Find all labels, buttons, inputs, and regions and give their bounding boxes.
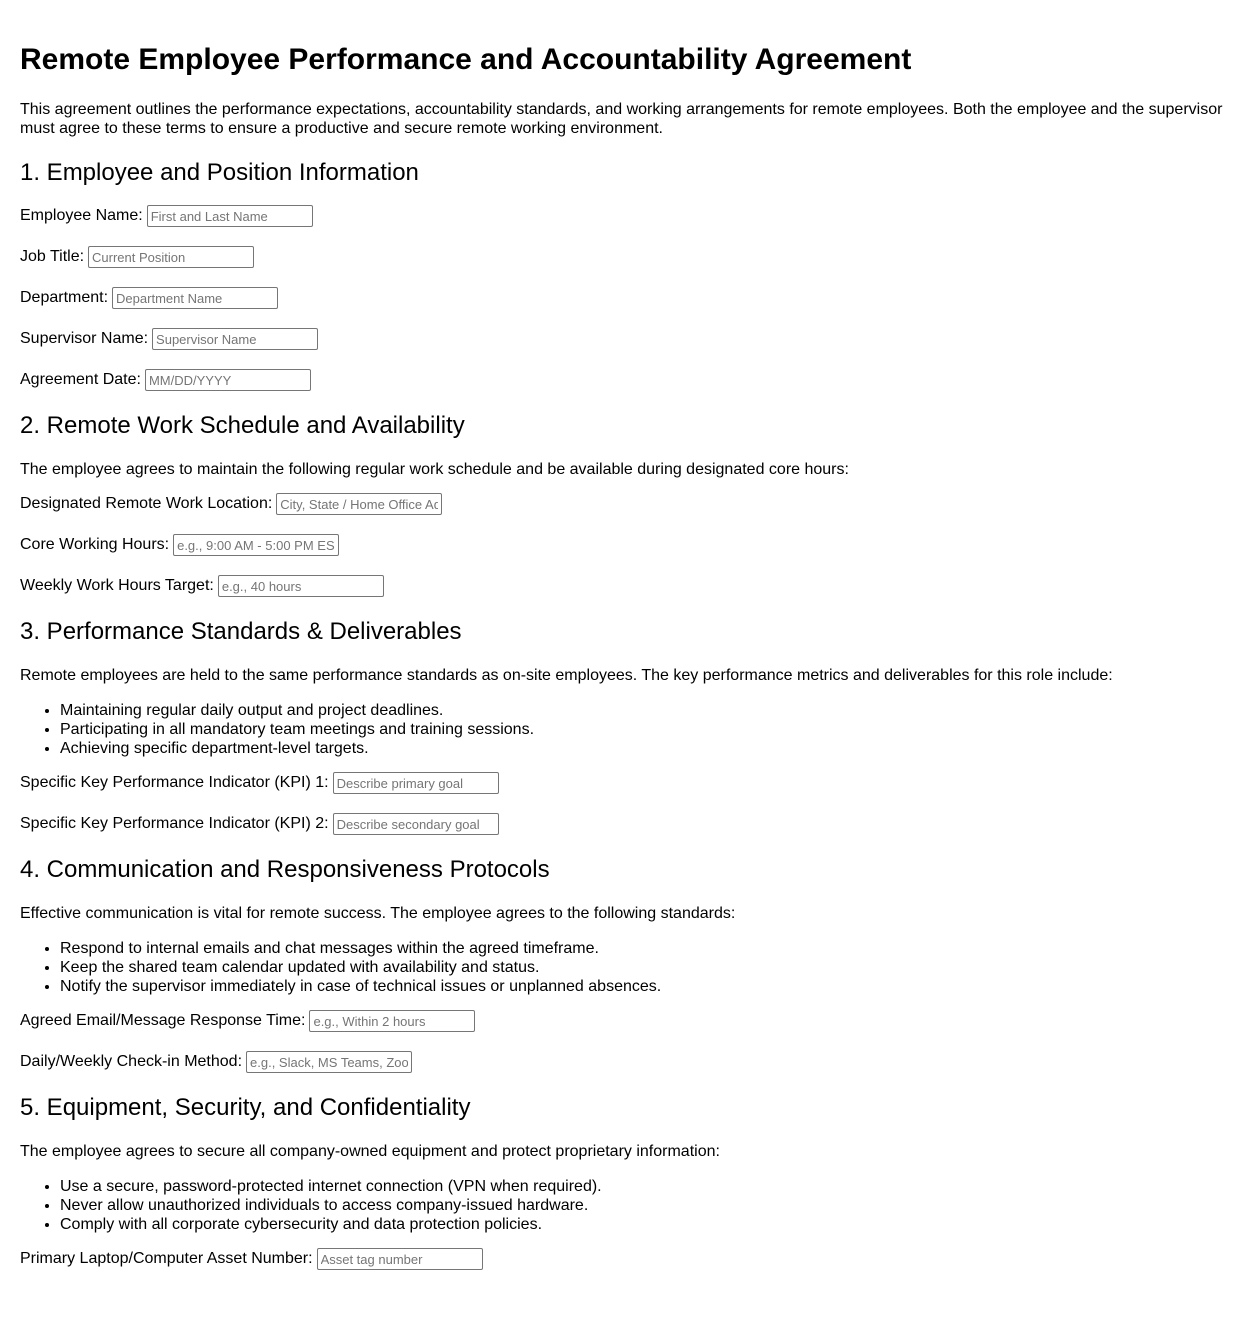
kpi-1-label: Specific Key Performance Indicator (KPI) 1: xyxy=(20,774,329,791)
intro-paragraph: This agreement outlines the performance expectations, accountability standards, and working arrangements for remote employees. Both the employee and the supervisor must agree to these terms to ensure a productive and secure remote working environment. xyxy=(20,101,1223,137)
core-hours-field xyxy=(20,534,1227,556)
weekly-hours-input[interactable] xyxy=(218,575,384,597)
employee-name-input[interactable] xyxy=(147,205,313,227)
list-item: • Keep the shared team calendar updated with availability and status. xyxy=(60,958,1227,977)
agreement-document xyxy=(0,42,1247,1270)
section-heading-schedule: 2. Remote Work Schedule and Availability xyxy=(20,412,465,439)
list-item: • Maintaining regular daily output and project deadlines. xyxy=(60,701,1227,720)
equipment-paragraph: The employee agrees to secure all company-owned equipment and protect proprietary information: xyxy=(20,1143,720,1160)
equipment-bullet-list xyxy=(20,1177,1227,1234)
job-title-input[interactable] xyxy=(88,246,254,268)
check-in-method-field xyxy=(20,1051,1227,1073)
kpi-1-field xyxy=(20,772,1227,794)
response-time-input[interactable] xyxy=(309,1010,475,1032)
performance-bullet-list xyxy=(20,701,1227,758)
response-time-label: Agreed Email/Message Response Time: xyxy=(20,1012,306,1029)
asset-number-label: Primary Laptop/Computer Asset Number: xyxy=(20,1250,313,1267)
response-time-field xyxy=(20,1010,1227,1032)
communication-bullet-list xyxy=(20,939,1227,996)
section-heading-employee-info: 1. Employee and Position Information xyxy=(20,159,419,186)
check-in-method-input[interactable] xyxy=(246,1051,412,1073)
kpi-2-field xyxy=(20,813,1227,835)
employee-name-label: Employee Name: xyxy=(20,207,143,224)
remote-location-label: Designated Remote Work Location: xyxy=(20,495,273,512)
communication-paragraph: Effective communication is vital for remote success. The employee agrees to the following standards: xyxy=(20,905,736,922)
job-title-field xyxy=(20,246,1227,268)
kpi-2-label: Specific Key Performance Indicator (KPI) 2: xyxy=(20,815,329,832)
list-item: • Respond to internal emails and chat messages within the agreed timeframe. xyxy=(60,939,1227,958)
department-label: Department: xyxy=(20,289,109,306)
list-item: • Use a secure, password-protected internet connection (VPN when required). xyxy=(60,1177,1227,1196)
core-hours-label: Core Working Hours: xyxy=(20,536,170,553)
section-heading-communication: 4. Communication and Responsiveness Protocols xyxy=(20,856,550,883)
list-item: • Notify the supervisor immediately in case of technical issues or unplanned absences. xyxy=(60,977,1227,996)
agreement-date-input[interactable] xyxy=(145,369,311,391)
page-title: Remote Employee Performance and Accountability Agreement xyxy=(20,43,912,76)
list-item: • Never allow unauthorized individuals to access company-issued hardware. xyxy=(60,1196,1227,1215)
kpi-1-input[interactable] xyxy=(333,772,499,794)
asset-number-field xyxy=(20,1248,1227,1270)
schedule-paragraph: The employee agrees to maintain the following regular work schedule and be available during designated core hours: xyxy=(20,461,849,478)
remote-location-input[interactable] xyxy=(276,493,442,515)
check-in-method-label: Daily/Weekly Check-in Method: xyxy=(20,1053,243,1070)
list-item: • Comply with all corporate cybersecurity and data protection policies. xyxy=(60,1215,1227,1234)
kpi-2-input[interactable] xyxy=(333,813,499,835)
list-item: • Achieving specific department-level targets. xyxy=(60,739,1227,758)
section-heading-equipment: 5. Equipment, Security, and Confidentiality xyxy=(20,1094,471,1121)
supervisor-name-label: Supervisor Name: xyxy=(20,330,149,347)
performance-paragraph: Remote employees are held to the same performance standards as on-site employees. The key performance metrics and deliverables for this role include: xyxy=(20,667,1113,684)
agreement-date-label: Agreement Date: xyxy=(20,371,141,388)
agreement-date-field xyxy=(20,369,1227,391)
asset-number-input[interactable] xyxy=(317,1248,483,1270)
list-item: • Participating in all mandatory team meetings and training sessions. xyxy=(60,720,1227,739)
supervisor-name-input[interactable] xyxy=(152,328,318,350)
weekly-hours-label: Weekly Work Hours Target: xyxy=(20,577,214,594)
employee-name-field xyxy=(20,205,1227,227)
department-input[interactable] xyxy=(112,287,278,309)
job-title-label: Job Title: xyxy=(20,248,85,265)
supervisor-name-field xyxy=(20,328,1227,350)
weekly-hours-field xyxy=(20,575,1227,597)
department-field xyxy=(20,287,1227,309)
core-hours-input[interactable] xyxy=(173,534,339,556)
remote-location-field xyxy=(20,493,1227,515)
section-heading-performance: 3. Performance Standards & Deliverables xyxy=(20,618,462,645)
